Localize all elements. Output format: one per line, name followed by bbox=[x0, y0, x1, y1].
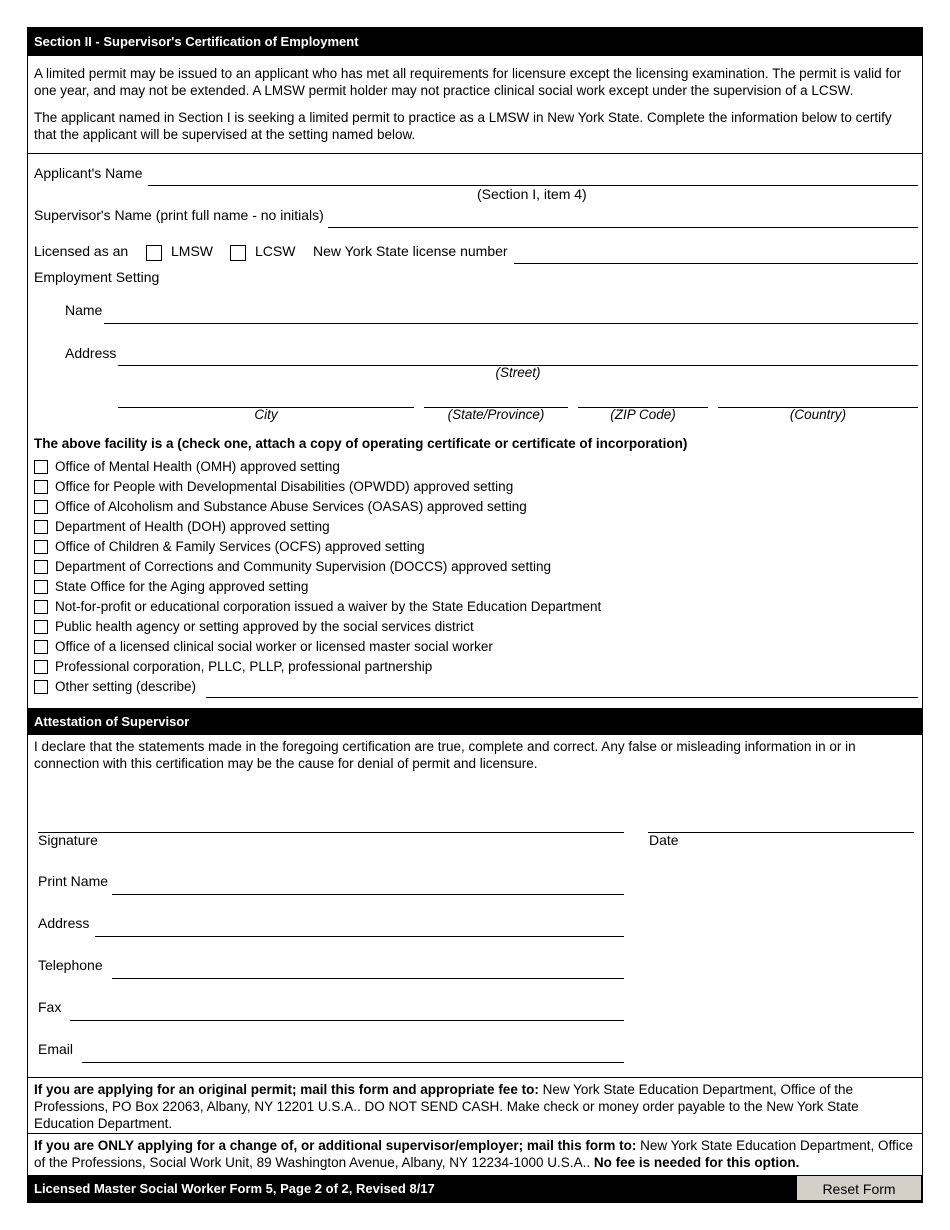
no-fee-note: No fee is needed for this option. bbox=[593, 1155, 800, 1170]
print-name-label: Print Name bbox=[38, 873, 109, 889]
fax-label: Fax bbox=[38, 999, 62, 1015]
facility-option: Department of Health (DOH) approved setting bbox=[55, 519, 330, 534]
section-header: Section II - Supervisor's Certification of Employment bbox=[28, 28, 922, 56]
email-label: Email bbox=[38, 1041, 74, 1057]
state-caption: (State/Province) bbox=[447, 407, 545, 422]
setting-name-field[interactable] bbox=[104, 323, 918, 324]
intro-paragraph-2: The applicant named in Section I is seeking a limited permit to practice as a LMSW in New York State. Complete the information below to certify that the applicant will be supervised at the setting named below. bbox=[34, 110, 892, 142]
address-label: Address bbox=[38, 915, 90, 931]
divider bbox=[28, 153, 922, 154]
supervisor-name-field[interactable] bbox=[328, 227, 918, 228]
facility-checkbox[interactable] bbox=[34, 660, 48, 674]
original-permit-bold: If you are applying for an original permit; mail this form and appropriate fee to: bbox=[34, 1082, 539, 1097]
facility-checkbox[interactable] bbox=[34, 460, 48, 474]
city-caption: City bbox=[254, 407, 278, 422]
email-field[interactable] bbox=[82, 1062, 624, 1063]
license-number-field[interactable] bbox=[514, 263, 918, 264]
facility-checkbox[interactable] bbox=[34, 620, 48, 634]
facility-option: Professional corporation, PLLC, PLLP, professional partnership bbox=[55, 659, 433, 674]
applicant-name-note: (Section I, item 4) bbox=[477, 186, 587, 202]
zip-caption: (ZIP Code) bbox=[610, 407, 676, 422]
facility-option: Office of Mental Health (OMH) approved setting bbox=[55, 459, 340, 474]
country-caption: (Country) bbox=[789, 407, 847, 422]
setting-address-label: Address bbox=[65, 345, 117, 361]
other-setting-field[interactable] bbox=[206, 697, 918, 698]
print-name-field[interactable] bbox=[112, 894, 624, 895]
change-supervisor-bold: If you are ONLY applying for a change of, or additional supervisor/employer; mail this form to: bbox=[34, 1138, 637, 1153]
facility-checkbox[interactable] bbox=[34, 480, 48, 494]
facility-heading: The above facility is a (check one, attach a copy of operating certificate or certificate of incorporation) bbox=[34, 436, 688, 451]
form-page bbox=[27, 27, 923, 1203]
intro-paragraph-1: A limited permit may be issued to an applicant who has met all requirements for licensure except the licensing examination. The permit is valid for one year, and may not be extended. A LMSW permit holder may not practice clinical social work except under the supervision of a LCSW. bbox=[34, 66, 902, 98]
facility-checkbox[interactable] bbox=[34, 560, 48, 574]
facility-checkbox[interactable] bbox=[34, 640, 48, 654]
facility-option: Office for People with Developmental Disabilities (OPWDD) approved setting bbox=[55, 479, 514, 494]
original-permit-address: New York State Education Department, Office of the Professions, PO Box 22063, Albany, NY 12201 U.S.A.. DO NOT SEND CASH. Make check or money order payable to the New York State Education Department. bbox=[34, 1082, 859, 1131]
facility-option: Not-for-profit or educational corporation issued a waiver by the State Education Department bbox=[55, 599, 602, 614]
telephone-label: Telephone bbox=[38, 957, 103, 973]
facility-checkbox[interactable] bbox=[34, 600, 48, 614]
facility-checkbox[interactable] bbox=[34, 540, 48, 554]
date-field[interactable] bbox=[648, 832, 914, 833]
lcsw-label: LCSW bbox=[255, 243, 296, 259]
facility-option: Other setting (describe) bbox=[55, 679, 197, 694]
divider bbox=[28, 1077, 922, 1078]
footer-title: Licensed Master Social Worker Form 5, Page 2 of 2, Revised 8/17 bbox=[34, 1181, 435, 1196]
employment-setting-label: Employment Setting bbox=[34, 269, 160, 285]
divider bbox=[28, 1133, 922, 1134]
license-number-label: New York State license number bbox=[313, 243, 508, 259]
licensed-as-label: Licensed as an bbox=[34, 243, 129, 259]
setting-name-label: Name bbox=[65, 302, 103, 318]
facility-checkbox[interactable] bbox=[34, 580, 48, 594]
facility-option: Office of a licensed clinical social worker or licensed master social worker bbox=[55, 639, 493, 654]
facility-option: Office of Alcoholism and Substance Abuse Services (OASAS) approved setting bbox=[55, 499, 527, 514]
address-field[interactable] bbox=[95, 936, 624, 937]
footer-bar bbox=[28, 1175, 922, 1202]
date-label: Date bbox=[649, 832, 679, 848]
signature-field[interactable] bbox=[38, 832, 624, 833]
original-permit-instructions bbox=[34, 1081, 916, 1132]
facility-option: Office of Children & Family Services (OCFS) approved setting bbox=[55, 539, 425, 554]
telephone-field[interactable] bbox=[112, 978, 624, 979]
lmsw-label: LMSW bbox=[171, 243, 213, 259]
change-supervisor-instructions bbox=[34, 1137, 916, 1171]
lmsw-checkbox[interactable] bbox=[146, 245, 162, 261]
attestation-header: Attestation of Supervisor bbox=[28, 708, 922, 735]
applicant-name-label: Applicant's Name bbox=[34, 165, 143, 181]
change-supervisor-address: New York State Education Department, Office of the Professions, Social Work Unit, 89 Washington Avenue, Albany, NY 12234-1000 U.S.A.. bbox=[34, 1138, 914, 1170]
signature-label: Signature bbox=[38, 832, 98, 848]
attestation-text: I declare that the statements made in the foregoing certification are true, complete and correct. Any false or misleading information in or in connection with this certification may be the cause for denial of permit and licensure. bbox=[34, 739, 856, 771]
fax-field[interactable] bbox=[70, 1020, 624, 1021]
facility-checkbox[interactable] bbox=[34, 520, 48, 534]
supervisor-name-label: Supervisor's Name (print full name - no initials) bbox=[34, 207, 324, 223]
lcsw-checkbox[interactable] bbox=[230, 245, 246, 261]
facility-checkbox[interactable] bbox=[34, 500, 48, 514]
reset-form-button[interactable]: Reset Form bbox=[797, 1176, 921, 1200]
facility-checkbox[interactable] bbox=[34, 680, 48, 694]
facility-option: Department of Corrections and Community Supervision (DOCCS) approved setting bbox=[55, 559, 551, 574]
facility-option: Public health agency or setting approved by the social services district bbox=[55, 619, 474, 634]
facility-option: State Office for the Aging approved setting bbox=[55, 579, 309, 594]
street-caption: (Street) bbox=[495, 365, 541, 380]
